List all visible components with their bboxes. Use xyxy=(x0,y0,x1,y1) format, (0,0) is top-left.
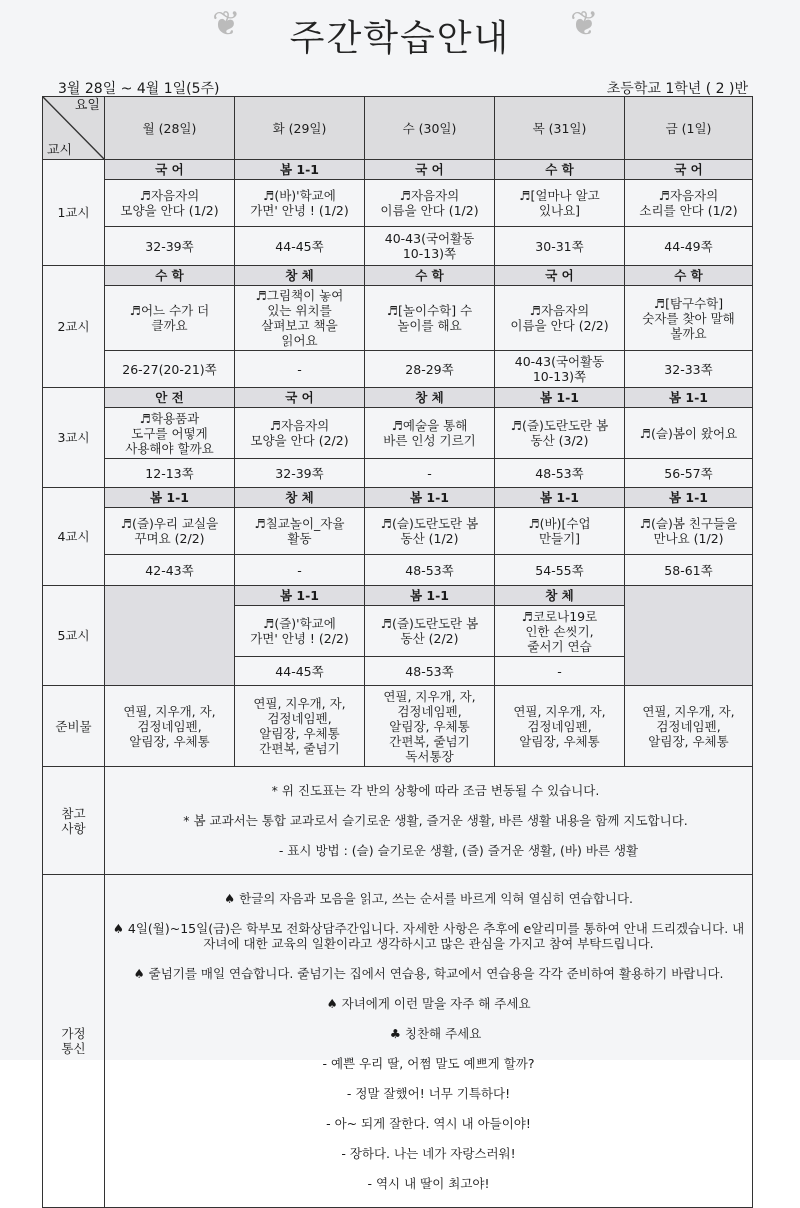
butterfly-icon: ❦ xyxy=(570,4,599,44)
lesson-cell: ♬자음자의 이름을 안다 (2/2) xyxy=(495,286,625,351)
lesson-cell: ♬자음자의 소리를 안다 (1/2) xyxy=(625,180,753,227)
home-line: - 정말 잘했어! 너무 기특하다! xyxy=(346,1086,511,1101)
page-cell: 30-31쪽 xyxy=(495,227,625,266)
subject-cell: 안 전 xyxy=(105,388,235,408)
page-cell: 48-53쪽 xyxy=(495,459,625,488)
subject-cell: 수 학 xyxy=(495,160,625,180)
empty-cell xyxy=(625,586,753,686)
period-label: 1교시 xyxy=(43,160,105,266)
lesson-cell: ♬(슬)봄 친구들을 만나요 (1/2) xyxy=(625,508,753,555)
page-cell: 40-43(국어활동 10-13)쪽 xyxy=(495,351,625,388)
notes-label: 참고 사항 xyxy=(43,767,105,875)
home-line: - 예쁜 우리 딸, 어쩜 말도 예쁘게 할까? xyxy=(322,1056,535,1071)
subject-cell: 국 어 xyxy=(365,160,495,180)
lesson-cell: ♬어느 수가 더 클까요 xyxy=(105,286,235,351)
date-range: 3월 28일 ~ 4월 1일(5주) xyxy=(58,81,220,97)
period-label: 4교시 xyxy=(43,488,105,586)
day-header: 수 (30일) xyxy=(365,97,495,160)
lesson-cell: ♬자음자의 모양을 안다 (2/2) xyxy=(235,408,365,459)
day-header: 월 (28일) xyxy=(105,97,235,160)
corner-period-label: 교시 xyxy=(47,143,73,158)
subject-cell: 봄 1-1 xyxy=(235,586,365,606)
page-cell: 44-45쪽 xyxy=(235,657,365,686)
period-label: 3교시 xyxy=(43,388,105,488)
page-cell: 26-27(20-21)쪽 xyxy=(105,351,235,388)
day-header: 금 (1일) xyxy=(625,97,753,160)
corner-day-label: 요일 xyxy=(74,98,100,113)
subject-cell: 수 학 xyxy=(365,266,495,286)
page-cell: 44-49쪽 xyxy=(625,227,753,266)
page-title: 주간학습안내 xyxy=(289,18,511,59)
subject-cell: 창 체 xyxy=(365,388,495,408)
page-cell: - xyxy=(235,555,365,586)
period-label: 5교시 xyxy=(43,586,105,686)
home-line: - 장하다. 나는 네가 자랑스러워! xyxy=(341,1146,516,1161)
prep-cell: 연필, 지우개, 자, 검정네임펜, 알림장, 우체통 xyxy=(105,686,235,767)
lesson-cell: ♬(즐)'학교에 가면' 안녕 ! (2/2) xyxy=(235,606,365,657)
home-line: ♠ 4일(월)~15일(금)은 학부모 전화상담주간입니다. 자세한 사항은 추후에 e알리미를 통하여 안내 드리겠습니다. 내 자녀에 대한 교육의 일환이라고 생각하시고 많은 관심을 가지고 참여 부탁드립니다. xyxy=(112,921,745,951)
subject-cell: 봄 1-1 xyxy=(365,586,495,606)
page-cell: 40-43(국어활동 10-13)쪽 xyxy=(365,227,495,266)
subject-cell: 창 체 xyxy=(495,586,625,606)
page-cell: 28-29쪽 xyxy=(365,351,495,388)
subject-cell: 국 어 xyxy=(105,160,235,180)
home-notice-cell xyxy=(105,875,753,1208)
subject-cell: 봄 1-1 xyxy=(495,488,625,508)
page-cell: 32-33쪽 xyxy=(625,351,753,388)
subject-cell: 봄 1-1 xyxy=(235,160,365,180)
home-line: ♠ 줄넘기를 매일 연습합니다. 줄넘기는 집에서 연습용, 학교에서 연습용을 각각 준비하여 활용하기 바랍니다. xyxy=(133,966,724,981)
notes-cell xyxy=(105,767,753,875)
subject-cell: 수 학 xyxy=(625,266,753,286)
subject-cell: 창 체 xyxy=(235,266,365,286)
page-cell: 58-61쪽 xyxy=(625,555,753,586)
page-cell: - xyxy=(365,459,495,488)
note-line: * 위 진도표는 각 반의 상황에 따라 조금 변동될 수 있습니다. xyxy=(271,783,600,798)
home-notice-label: 가정 통신 xyxy=(43,875,105,1208)
subject-cell: 국 어 xyxy=(495,266,625,286)
lesson-cell: ♬(즐)우리 교실을 꾸며요 (2/2) xyxy=(105,508,235,555)
page-cell: 56-57쪽 xyxy=(625,459,753,488)
prep-cell: 연필, 지우개, 자, 검정네임펜, 알림장, 우체통 간편복, 줄넘기 독서통장 xyxy=(365,686,495,767)
home-line: ♣ 칭찬해 주세요 xyxy=(389,1026,482,1041)
lesson-cell: ♬[탐구수학] 숫자를 찾아 말해 볼까요 xyxy=(625,286,753,351)
lesson-cell: ♬[놀이수학] 수 놀이를 해요 xyxy=(365,286,495,351)
lesson-cell: ♬코로나19로 인한 손씻기, 줄서기 연습 xyxy=(495,606,625,657)
weekly-timetable xyxy=(42,96,753,1208)
note-line: * 봄 교과서는 통합 교과로서 슬기로운 생활, 즐거운 생활, 바른 생활 내용을 함께 지도합니다. xyxy=(183,813,688,828)
home-line: ♠ 한글의 자음과 모음을 읽고, 쓰는 순서를 바르게 익혀 열심히 연습합니다. xyxy=(223,891,634,906)
page-cell: 48-53쪽 xyxy=(365,657,495,686)
subject-cell: 봄 1-1 xyxy=(365,488,495,508)
class-info: 초등학교 1학년 ( 2 )반 xyxy=(606,81,748,97)
day-header: 목 (31일) xyxy=(495,97,625,160)
prep-label: 준비물 xyxy=(43,686,105,767)
prep-cell: 연필, 지우개, 자, 검정네임펜, 알림장, 우체통 xyxy=(625,686,753,767)
page-cell: 44-45쪽 xyxy=(235,227,365,266)
page-cell: 54-55쪽 xyxy=(495,555,625,586)
page-cell: - xyxy=(235,351,365,388)
corner-cell xyxy=(43,97,105,160)
period-label: 2교시 xyxy=(43,266,105,388)
lesson-cell: ♬자음자의 모양을 안다 (1/2) xyxy=(105,180,235,227)
subject-cell: 국 어 xyxy=(235,388,365,408)
lesson-cell: ♬(즐)도란도란 봄 동산 (2/2) xyxy=(365,606,495,657)
lesson-cell: ♬예술을 통해 바른 인성 기르기 xyxy=(365,408,495,459)
subject-cell: 봄 1-1 xyxy=(625,388,753,408)
page-cell: 42-43쪽 xyxy=(105,555,235,586)
subject-cell: 봄 1-1 xyxy=(105,488,235,508)
lesson-cell: ♬그림책이 놓여 있는 위치를 살펴보고 책을 읽어요 xyxy=(235,286,365,351)
subject-cell: 봄 1-1 xyxy=(625,488,753,508)
butterfly-icon: ❦ xyxy=(212,4,241,44)
lesson-cell: ♬칠교놀이_자율 활동 xyxy=(235,508,365,555)
home-line: - 역시 내 딸이 최고야! xyxy=(367,1176,490,1191)
subject-cell: 수 학 xyxy=(105,266,235,286)
day-header: 화 (29일) xyxy=(235,97,365,160)
page-cell: - xyxy=(495,657,625,686)
page-cell: 12-13쪽 xyxy=(105,459,235,488)
empty-cell xyxy=(105,586,235,686)
lesson-cell: ♬(슬)도란도란 봄 동산 (1/2) xyxy=(365,508,495,555)
subject-cell: 국 어 xyxy=(625,160,753,180)
note-line: - 표시 방법 : (슬) 슬기로운 생활, (즐) 즐거운 생활, (바) 바른 생활 xyxy=(278,843,639,858)
lesson-cell: ♬학용품과 도구를 어떻게 사용해야 할까요 xyxy=(105,408,235,459)
page-cell: 32-39쪽 xyxy=(105,227,235,266)
prep-cell: 연필, 지우개, 자, 검정네임펜, 알림장, 우체통 간편복, 줄넘기 xyxy=(235,686,365,767)
home-line: ♠ 자녀에게 이런 말을 자주 해 주세요 xyxy=(326,996,531,1011)
lesson-cell: ♬(바)[수업 만들기] xyxy=(495,508,625,555)
lesson-cell: ♬(즐)도란도란 봄 동산 (3/2) xyxy=(495,408,625,459)
lesson-cell: ♬[얼마나 알고 있나요] xyxy=(495,180,625,227)
lesson-cell: ♬(슬)봄이 왔어요 xyxy=(625,408,753,459)
page-cell: 48-53쪽 xyxy=(365,555,495,586)
subject-cell: 봄 1-1 xyxy=(495,388,625,408)
page-cell: 32-39쪽 xyxy=(235,459,365,488)
home-line: - 아~ 되게 잘한다. 역시 내 아들이야! xyxy=(326,1116,531,1131)
prep-cell: 연필, 지우개, 자, 검정네임펜, 알림장, 우체통 xyxy=(495,686,625,767)
subject-cell: 창 체 xyxy=(235,488,365,508)
lesson-cell: ♬(바)'학교에 가면' 안녕 ! (1/2) xyxy=(235,180,365,227)
lesson-cell: ♬자음자의 이름을 안다 (1/2) xyxy=(365,180,495,227)
